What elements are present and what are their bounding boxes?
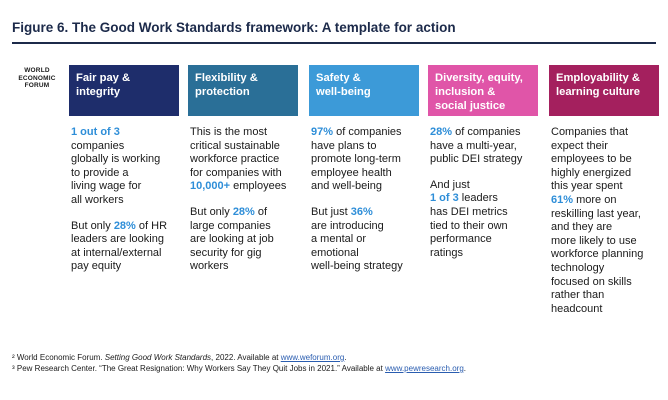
text-line xyxy=(71,233,179,247)
highlight-stat: 36% xyxy=(350,205,373,218)
column-employability xyxy=(549,65,659,328)
text-segment: are looking at job xyxy=(190,233,274,246)
highlight-stat: 10,000+ xyxy=(190,180,231,193)
text-segment: employees to be xyxy=(551,153,632,166)
text-segment: more on xyxy=(573,193,617,206)
column-header-line: protection xyxy=(195,86,250,98)
text-segment: companies xyxy=(71,139,125,152)
text-line xyxy=(71,247,179,261)
column-header-line: learning culture xyxy=(556,86,640,98)
text-line xyxy=(551,153,659,167)
text-line xyxy=(430,206,538,220)
footnote-text: Setting Good Work Standards xyxy=(104,353,212,362)
text-segment: of HR xyxy=(135,219,168,232)
text-segment: This is the most xyxy=(190,126,268,138)
text-segment: all workers xyxy=(71,193,124,206)
column-paragraph xyxy=(190,206,298,274)
text-line xyxy=(311,153,419,167)
footnote-text: . xyxy=(463,364,466,373)
text-line xyxy=(551,235,659,249)
text-segment: public DEI strategy xyxy=(430,153,523,166)
logo-line: FORUM xyxy=(24,82,50,90)
text-segment: more likely to use xyxy=(551,234,637,247)
footnotes xyxy=(12,352,466,374)
text-segment: for companies with xyxy=(190,166,282,179)
column-safety xyxy=(309,65,419,286)
text-line xyxy=(551,126,659,140)
text-segment: well-being strategy xyxy=(311,260,403,273)
footnote-link[interactable]: www.pewresearch.org xyxy=(385,364,464,373)
text-line xyxy=(311,140,419,154)
text-segment: leaders are looking xyxy=(71,233,164,246)
highlight-stat: 28% xyxy=(113,219,136,232)
column-paragraph xyxy=(190,126,298,194)
column-flexibility xyxy=(188,65,298,286)
text-segment: technology xyxy=(551,261,605,274)
text-segment: and well-being xyxy=(311,180,382,193)
text-line xyxy=(311,233,419,247)
text-segment: workforce practice xyxy=(190,153,280,166)
text-line xyxy=(430,233,538,247)
text-line xyxy=(430,247,538,261)
text-line xyxy=(551,248,659,262)
text-line xyxy=(311,167,419,181)
column-header-line: integrity xyxy=(76,86,121,98)
footnote-text: . xyxy=(344,353,347,362)
text-segment: workforce planning xyxy=(551,248,644,261)
text-segment: large companies xyxy=(190,219,271,232)
text-segment: focused on skills xyxy=(551,275,632,288)
text-segment: of companies xyxy=(452,126,521,138)
column-body xyxy=(549,126,659,316)
text-segment: leaders xyxy=(458,192,498,205)
text-line xyxy=(551,276,659,290)
text-line xyxy=(551,303,659,317)
column-paragraph xyxy=(551,126,659,316)
text-line xyxy=(551,140,659,154)
text-segment: performance xyxy=(430,233,492,246)
footnote-line xyxy=(12,352,466,363)
text-line xyxy=(71,260,179,274)
text-line xyxy=(190,167,298,181)
text-line xyxy=(430,140,538,154)
footnote-link[interactable]: www.weforum.org xyxy=(280,353,345,362)
text-line xyxy=(71,126,179,140)
text-segment: But only xyxy=(190,205,233,218)
column-header-line: Diversity, equity, xyxy=(435,72,523,84)
text-segment: and they are xyxy=(551,221,613,234)
column-body xyxy=(309,126,419,274)
title-divider xyxy=(12,42,656,44)
text-line xyxy=(551,194,659,208)
text-line xyxy=(190,153,298,167)
text-line xyxy=(71,180,179,194)
text-segment: to provide a xyxy=(71,166,129,179)
text-line xyxy=(551,221,659,235)
text-segment: rather than xyxy=(551,289,605,302)
text-segment: this year spent xyxy=(551,180,623,193)
text-segment: of xyxy=(254,205,268,218)
column-header-line: Employability & xyxy=(556,72,640,84)
text-line xyxy=(430,220,538,234)
column-header-line: Flexibility & xyxy=(195,72,258,84)
text-segment: living wage for xyxy=(71,180,142,193)
column-fair-pay xyxy=(69,65,179,286)
column-header-line: well-being xyxy=(316,86,371,98)
highlight-stat: 28% xyxy=(430,126,453,138)
text-line xyxy=(311,260,419,274)
text-segment: ratings xyxy=(430,246,464,259)
text-segment: headcount xyxy=(551,302,603,315)
text-line xyxy=(430,126,538,140)
column-paragraph xyxy=(430,126,538,167)
text-line xyxy=(430,153,538,167)
column-header xyxy=(188,65,298,116)
text-segment: Companies that xyxy=(551,126,629,138)
text-line xyxy=(190,220,298,234)
text-line xyxy=(190,126,298,140)
column-body xyxy=(188,126,298,274)
column-body xyxy=(428,126,538,260)
text-line xyxy=(190,140,298,154)
text-segment: have plans to xyxy=(311,139,377,152)
highlight-stat: 28% xyxy=(232,205,255,218)
column-header xyxy=(428,65,538,116)
text-segment: are introducing xyxy=(311,219,384,232)
text-line xyxy=(71,153,179,167)
column-paragraph xyxy=(311,126,419,194)
text-segment: emotional xyxy=(311,246,359,259)
footnote-text: ³ Pew Research Center. “The Great Resignation: Why Workers Say They Quit Jobs in 2021.” Available at xyxy=(12,364,386,373)
column-body xyxy=(69,126,179,274)
text-line xyxy=(430,192,538,206)
text-segment: of companies xyxy=(333,126,402,138)
column-paragraph xyxy=(311,206,419,274)
text-line xyxy=(71,140,179,154)
text-segment: promote long-term xyxy=(311,153,401,166)
highlight-stat: 97% xyxy=(311,126,334,138)
text-segment: employees xyxy=(230,180,287,193)
text-segment: And just xyxy=(430,178,470,191)
text-segment: expect their xyxy=(551,139,608,152)
text-segment: But just xyxy=(311,205,351,218)
text-line xyxy=(71,220,179,234)
text-segment: a mental or xyxy=(311,233,367,246)
text-line xyxy=(311,220,419,234)
column-paragraph xyxy=(71,126,179,208)
text-segment: highly energized xyxy=(551,166,632,179)
text-line xyxy=(311,126,419,140)
text-line xyxy=(311,180,419,194)
text-line xyxy=(551,262,659,276)
column-diversity xyxy=(428,65,538,272)
text-segment: at internal/external xyxy=(71,246,162,259)
text-segment: security for gig xyxy=(190,246,262,259)
text-line xyxy=(430,179,538,193)
text-segment: have a multi-year, xyxy=(430,139,517,152)
text-segment: globally is working xyxy=(71,153,161,166)
text-line xyxy=(190,247,298,261)
text-segment: tied to their own xyxy=(430,219,508,232)
text-segment: But only xyxy=(71,219,114,232)
column-paragraph xyxy=(71,220,179,274)
column-header-line: inclusion & xyxy=(435,86,496,98)
highlight-stat: 61% xyxy=(551,193,574,206)
text-line xyxy=(311,247,419,261)
text-line xyxy=(190,233,298,247)
figure-title: Figure 6. The Good Work Standards framework: A template for action xyxy=(12,20,456,35)
column-header-line: Fair pay & xyxy=(76,72,131,84)
column-header xyxy=(549,65,659,116)
text-segment: workers xyxy=(190,260,229,273)
text-line xyxy=(71,167,179,181)
text-line xyxy=(71,194,179,208)
column-header-line: Safety & xyxy=(316,72,361,84)
text-line xyxy=(551,180,659,194)
logo-line: ECONOMIC xyxy=(18,74,56,82)
footnote-line xyxy=(12,363,466,374)
column-header xyxy=(69,65,179,116)
text-segment: critical sustainable xyxy=(190,139,280,152)
text-line xyxy=(190,206,298,220)
text-segment: reskilling last year, xyxy=(551,207,641,220)
text-line xyxy=(551,167,659,181)
text-line xyxy=(190,260,298,274)
footnote-text: ² World Economic Forum. xyxy=(12,353,105,362)
text-segment: employee health xyxy=(311,166,392,179)
highlight-stat: 1 out of 3 xyxy=(71,126,120,138)
wef-logo xyxy=(14,67,60,90)
text-segment: pay equity xyxy=(71,260,122,273)
column-header-line: social justice xyxy=(435,100,506,112)
highlight-stat: 1 of 3 xyxy=(430,192,459,205)
text-segment: has DEI metrics xyxy=(430,205,508,218)
column-paragraph xyxy=(430,179,538,261)
column-header xyxy=(309,65,419,116)
footnote-text: , 2022. Available at xyxy=(211,353,281,362)
logo-line: WORLD xyxy=(24,67,50,74)
text-line xyxy=(551,289,659,303)
text-line xyxy=(190,180,298,194)
text-line xyxy=(551,208,659,222)
text-line xyxy=(311,206,419,220)
